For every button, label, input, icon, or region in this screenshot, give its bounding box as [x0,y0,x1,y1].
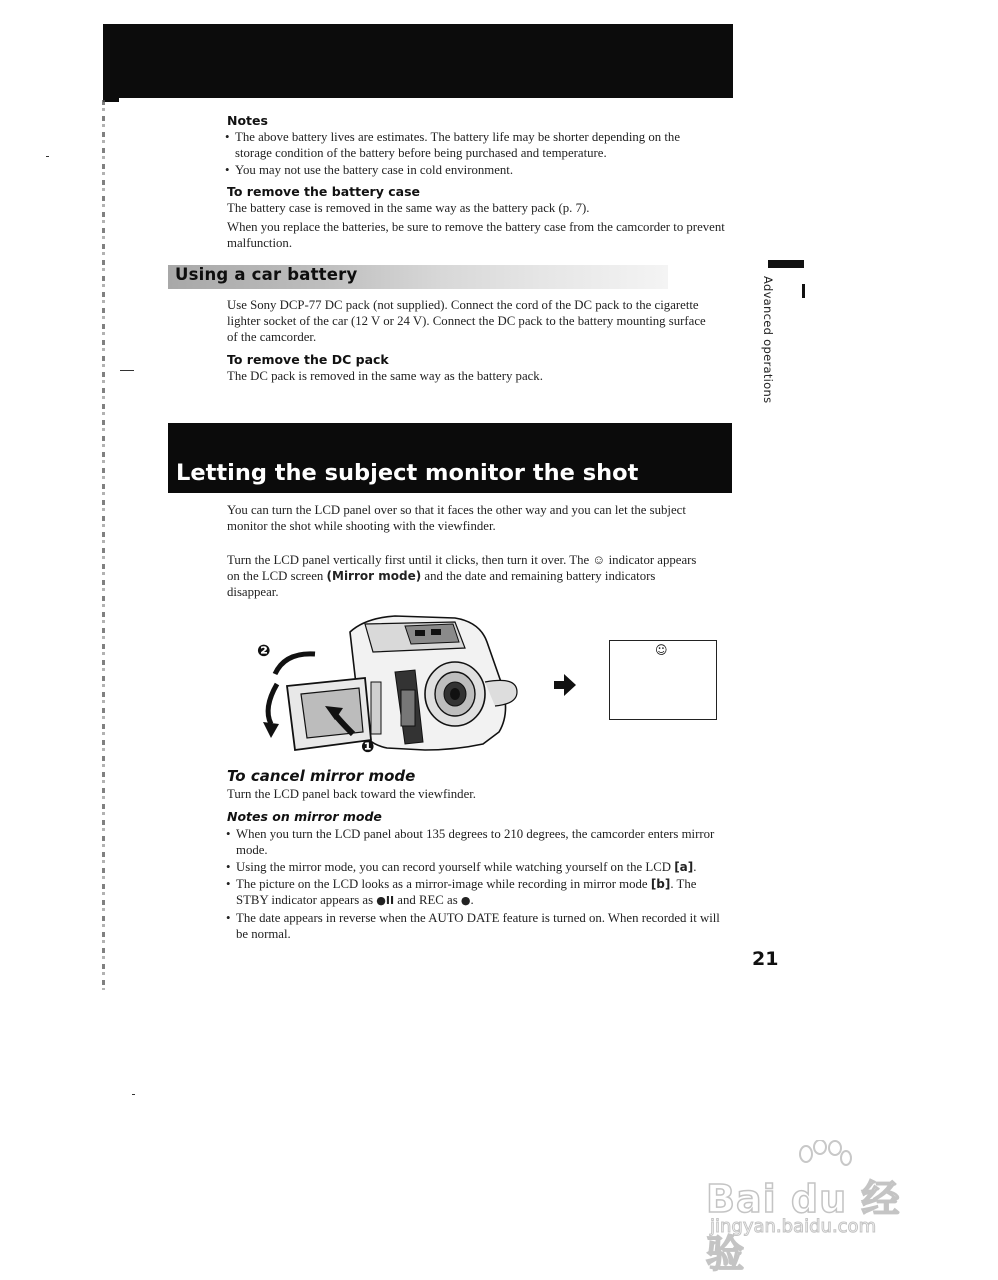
callout-1: ❶ [361,737,375,756]
list-item: • The picture on the LCD looks as a mirror-image while recording in mirror mode [b]. The STBY indicator appears as ●II and REC as ●. [226,876,730,909]
scan-speck [46,156,49,157]
mirror-para-1: You can turn the LCD panel over so that it faces the other way and you can let the subject monitor the shot while shooting with the viewfinder. [227,503,686,533]
callout-2: ❷ [257,641,271,660]
cancel-mirror-heading: To cancel mirror mode [227,767,416,785]
watermark-url: jingyan.baidu.com [710,1216,877,1237]
right-arrow-icon [552,672,578,698]
cancel-mirror-body: Turn the LCD panel back toward the viewfinder. [227,787,477,801]
mirror-mode-indicator-icon: ☺ [655,643,668,657]
mirror-notes-list [226,826,730,942]
watermark-brand: Bai du 经验 [706,1177,901,1276]
scan-speck [132,1094,135,1095]
camcorder-illustration [255,612,525,762]
mirror-notes-heading: Notes on mirror mode [227,809,382,824]
lcd-screen-diagram [609,640,717,720]
scan-speck [120,370,134,371]
list-item: • The above battery lives are estimates. The battery life may be shorter depending on the storage condition of the battery before being purchased and temperature. [225,129,717,161]
mirror-para-2: Turn the LCD panel vertically first until it clicks, then turn it over. The ☺ indicator appears on the LCD screen (Mirror mode) and the date and remaining battery indicators disappear. [227,553,697,599]
top-header-bar [103,24,733,98]
list-item: • When you turn the LCD panel about 135 degrees to 210 degrees, the camcorder enters mirror mode. [226,826,730,858]
mirror-section-title: Letting the subject monitor the shot [176,460,639,486]
side-tab-marker [768,260,804,268]
list-item: • You may not use the battery case in cold environment. [225,162,717,178]
remove-case-para-1: The battery case is removed in the same way as the battery pack (p. 7). [227,201,590,215]
list-item: • The date appears in reverse when the AUTO DATE feature is turned on. When recorded it will be normal. [226,910,730,942]
car-battery-title: Using a car battery [175,265,358,284]
side-tab-label: Advanced operations [761,276,775,404]
notes-heading: Notes [227,113,268,128]
scan-binding-edge [102,100,105,990]
baidu-watermark [706,1140,936,1276]
page-number: 21 [752,948,779,970]
remove-case-para-2: When you replace the batteries, be sure to remove the battery case from the camcorder to prevent malfunction. [227,220,725,250]
car-battery-body: Use Sony DCP-77 DC pack (not supplied). Connect the cord of the DC pack to the cigarette lighter socket of the car (12 V or 24 V). Connect the DC pack to the battery mounting surface of the camcorder. [227,298,706,344]
notes-list [225,129,717,178]
remove-case-heading: To remove the battery case [227,184,420,199]
side-tab-bar [802,284,805,298]
list-item: • Using the mirror mode, you can record yourself while watching yourself on the LCD [a]. [226,859,730,875]
header-bar-notch [103,94,119,102]
remove-dc-pack-body: The DC pack is removed in the same way as the battery pack. [227,369,543,383]
remove-dc-pack-heading: To remove the DC pack [227,352,389,367]
